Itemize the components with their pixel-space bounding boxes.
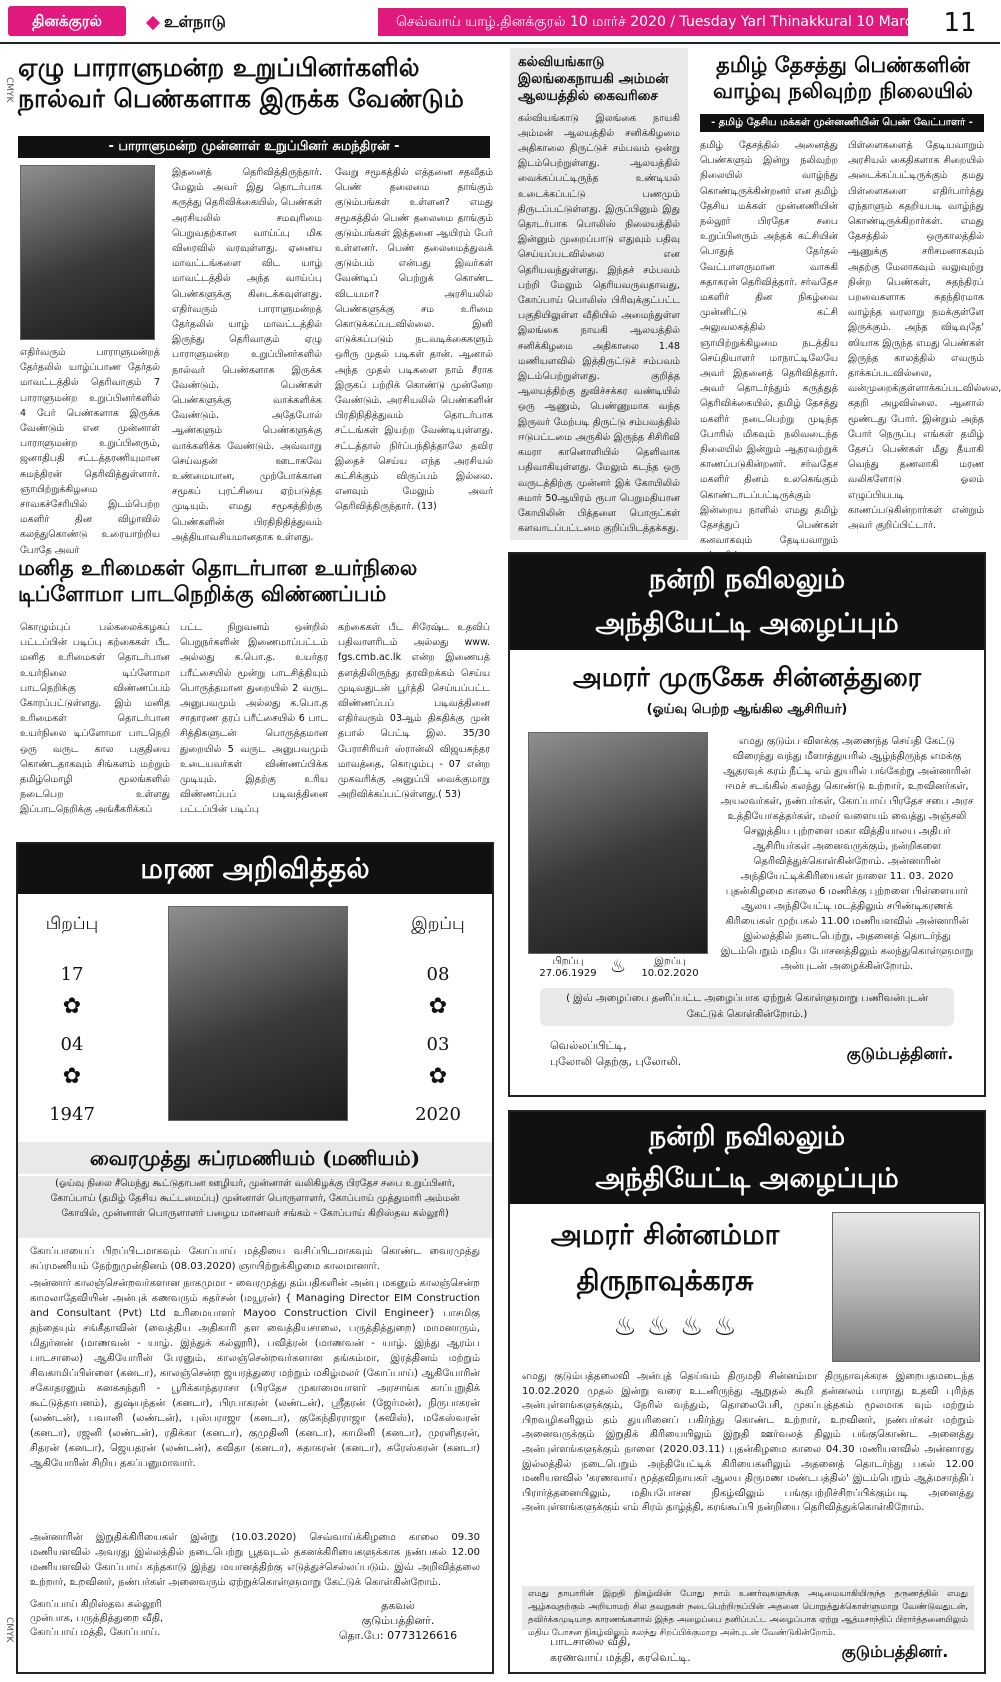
article3-headline-line1: தமிழ் தேசத்து பெண்களின்: [716, 52, 970, 77]
death-notice-heading: மரண அறிவித்தல்: [18, 844, 492, 894]
address-line3: கோப்பாய் மத்தி, கோப்பாய்.: [30, 1627, 161, 1638]
thanks2-heading: [510, 1112, 984, 1204]
article2-headline-line2: இலங்கைநாயகி அம்மன்: [518, 70, 669, 87]
birth-day: 17: [60, 964, 84, 985]
thanks2-body: எமது குடும்பத்தலைவி அன்புத் தெய்வம் திருமதி சின்னம்மா திருநாவுக்கரசு இறைபதமடைந்த 10.02.2020 முதல் இன்று வரை உடனிருந்து ஆறுதல் கூறி தன்னலம் பாராது உதவி புரிந்த அன்புள்ளங்களுக்கும், நேரில் வந்தும், தொலைபேசி, முகப்புத்தகம் மூலமாக வும் மற்றும் பிறவழிகளிலும் தம் துயரினைப் பகிர்ந்து கொண்ட உற்றார், உறவினர், நண்பர்கள் மற்றும் அனைவருக்கும் இறுதிக் கிரியையிலும் இறுதி ஊர்வலத் திலும் பங்குகொண்ட அனைத்து அன்புள்ளங்களுக்கும் நாளை (2020.03.11) புதன்கிழமை காலை 04.30 மணியளவில் அன்னாரது இல்லத்தில் நடைபெறும் அந்தியேட்டிக் கிரியைகளிலும் அதனைத் தொடர்ந்து பகல் 12.00 மணியளவில் 'கரணவாய் மூத்தவிநாயகர் ஆலய திருமண மண்டபத்தில்' இடம்பெறும் ஆத்மசாந்திப் பிரார்த்தனையிலும், மதியபோசன நிகழ்விலும் பங்குபற்றிச்சிறப்பிக்கும்படி அனைத்து அன்புள்ளங்களுக்கும் எம் சிரம் தாழ்த்தி, கரங்கூப்பி நன்றியை தெரிவித்துக்கொள்கிறோம்.: [522, 1371, 974, 1514]
address-line2: முன்பாக, பருத்தித்துறை வீதி,: [30, 1613, 164, 1624]
article2-headline-line1: கல்வியங்காடு: [518, 54, 605, 70]
death-year: 2020: [415, 1104, 461, 1125]
thanks1-photo: [528, 732, 708, 954]
thanks1-note: ( இவ் அழைப்பை தனிப்பட்ட அழைப்பாக ஏற்றுக் கொள்ளுமாறு பணிவன்புடன் கேட்டுக் கொள்கின்றோம்.): [540, 988, 954, 1026]
oil-lamps-decoration: ♨♨♨♨: [613, 1312, 747, 1342]
article1-col1: எதிர்வரும் பாராளுமன்றத் தேர்தலில் யாழ்ப்பாண தேர்தல் மாவட்டத்தில் தெரிவாகும் 7 பாராளுமன்ற உறுப்பினர்களில் 4 பேர் பெண்களாக இருக்க வேண்டும் என முன்னாள் பாராளுமன்ற உறுப்பினரும், ஜனாதிபதி சட்டத்தரணியுமான சுமந்திரன் தெரிவித்துள்ளார். ஞாயிற்றுக்கிழமை சாவகச்சேரியில் இடம்பெற்ற மகளிர் தின விழாவில் கலந்துகொண்டு உரையாற்றிய போதே அவர்: [20, 347, 160, 556]
section-label: உள்நாடு: [148, 8, 226, 36]
article3-col2: பிள்ளைகளைத் தேடியவாறும் அரசியல் கைதிகளாக சிறையில் அடைக்கப்பட்டிருக்கும் தமது பிள்ளைகளை எதிர்பார்த்து ஏந்தாளும் கதறியபடி வாழ்ந்து கொண்டிருக்கிறார்கள். எமது தேசத்தில் ஒருகாலத்தில் ஆணுக்கு சரிசமனாகவும் அதற்கு மேலாகவும் வலுவுற்று நின்ற பெண்கள், சுதந்திரப் பறவைகளாக சுதந்திரமாக வாழ்ந்த வரலாறு நமக்குள்ளே இருக்கும். அந்த விடிவுதே' ஸியாக இருந்த எமது பெண்கள் இருந்த காலத்தில் எவரும் தாக்கப்படவில்லை, வன்முறைக்குள்ளாக்கப்படவில்லை, கதறி அழவில்லை. ஆனால் மூண்டது போர். இன்றும் அந்த போர் நெருப்பு எங்கள் தமிழ் தேசப் பெண்கள் மீது தீயாகி வெந்து தணலாகி மரண வலிகளோடு ஓலம் எழுப்பியபடி காணப்படுகின்றார்கள் என்றும் அவர் குறிப்பிட்டார்.: [848, 140, 1001, 532]
page-header: [0, 0, 1000, 44]
flower-icon: ✿: [428, 1064, 448, 1089]
thanks1-birth-label: பிறப்பு: [552, 956, 584, 967]
thanks1-birth-date: 27.06.1929: [539, 968, 597, 979]
flower-icon: ✿: [62, 994, 82, 1019]
thanks2-photo: [832, 1212, 980, 1362]
flower-icon: ✿: [428, 994, 448, 1019]
edition-date: செவ்வாய் யாழ்.தினக்குரல் 10 மார்ச் 2020 / Tuesday Yarl Thinakkural 10 March 2020: [378, 8, 908, 36]
thanks1-death-date: 10.02.2020: [641, 968, 699, 979]
article4-headline-line1: மனித உரிமைகள் தொடர்பான உயர்நிலை: [18, 555, 418, 580]
article3-col1: தமிழ் தேசத்தில் அனைத்து பெண்களும் இன்று நலிவுற்ற நிலையில் வாழ்ந்து கொண்டிருக்கின்றனர் என தமிழ் தேசிய மக்கள் முன்னணியின் நல்லூர் பிரதேச சபை உறுப்பினரும் அந்தக் கட்சியின் பொதுத் தேர்தல் வேட்பாளருமான வாசுகி சுதாகரன் தெரிவித்தார். சர்வதேச மகளிர் தின நிகழ்வை முன்னிட்டு கட்சி அலுவலகத்தில் ஞாயிற்றுக்கிழமை நடத்திய செய்தியாளர் மாநாட்டிலேயே அவர் இதனைத் தெரிவித்தார். அவர் தொடர்ந்தும் கருத்துத் தெரிவிக்கையில், தமிழ் தேசத்து மகளிர் நடைபெற்று முடிந்த போரில் மிகவும் நலிவடைந்த நிலையில் இன்றும் ஆதரவற்றுக் காணப்படுகின்றனர். சர்வதேச மகளிர் தினம் உலகெங்கும் கொண்டாடப்பட்டிருக்கும் இன்றைய நாளில் எமது தமிழ் தேசத்துப் பெண்கள் கனவாகவும் தேடியவாறும்: [700, 140, 838, 547]
thanks1-family: குடும்பத்தினர்.: [846, 1044, 954, 1063]
thanks2-note: எமது தாயாரின் இறுதி நிகழ்வின் போது நாம் உணர்வுகளுக்கு அடிமையாகியிருந்த தருணத்தில் எமது ஆழ்கவுதற்கும் அறியாமற் சில தவறுகள் நடைபெற்றிருப்பின் அதனை பொறுத்துக்கொள்ளுமாறு வேண்டுவதுடன், தவிர்க்கமுடியாத காரணங்களால் இந்த அழைப்பை தனிப்பட்ட அழைப்பாக ஏற்று ஆத்மசாந்திப் பிரார்த்தனையிலும் மதிய போசன நிகழ்விலும் கலந்து சிறப்பிக்குமாறு அன்புடன் வேண்டுகின்றோம்.: [522, 1586, 974, 1630]
thanks1-birth: [528, 956, 608, 979]
birth-month: 04: [60, 1034, 84, 1055]
notice-intro: கோப்பாயைப் பிறப்பிடமாகவும் கோப்பாய் மத்தியை வசிப்பிடமாகவும் கொண்ட வைரமுத்து சுப்ரமணியம் நேற்றுமுன்தினம் (08.03.2020) ஞாயிற்றுக்கிழமை காலமானார்.: [30, 1246, 480, 1272]
notice-address: [30, 1598, 230, 1640]
article3-headline: [698, 52, 988, 105]
thanks1-address-line2: புலோலி தெற்கு, புலோலி.: [550, 1055, 682, 1068]
thanks-notice-2: [508, 1110, 986, 1674]
death-day: 08: [426, 964, 450, 985]
article1-col2: இதனைத் தெரிவித்திருந்தார். மேலும் அவர் இது தொடர்பாக கருத்து தெரிவிக்கையில், பெண்கள் அரசியலில் சமவுரிமை பெறுவதற்கான வாய்ப்பு மிக விரைவில் வரவுள்ளது. ஏனைய மாவட்டங்களை விட யாழ் மாவட்டத்தில் அந்த வாய்ப்பு பெண்களுக்கு கிடைக்கவுள்ளது. எதிர்வரும் பாராளுமன்றத் தேர்தலில் யாழ் மாவட்டத்தில் இருந்து தெரிவாகும் ஏழு பாராளுமன்ற உறுப்பினர்களில் நால்வர் பெண்களாக இருக்க வேண்டும். பெண்கள் பெண்களுக்கு வாக்களிக்க வேண்டும். அதேபோல் ஆண்களும் பெண்களுக்கு வாக்களிக்க வேண்டும். அவ்வாறு செய்வதன் ஊடாகவே உண்மையான, முற்போக்கான சமூகப் புரட்சியை ஏற்படுத்த முடியும். எமது சமூகத்திற்கு பெண்களின் பிரதிநிதித்துவம் அத்தியாவசியமானதாக உள்ளது.: [172, 167, 322, 543]
thanks1-address-line1: வெல்லப்பிட்டி,: [550, 1039, 627, 1052]
thanks2-family: குடும்பத்தினர்.: [841, 1642, 949, 1661]
thanks1-death-label: இறப்பு: [654, 956, 686, 967]
deceased-photo: [168, 906, 348, 1121]
article4-col2: பட்ட நிறுவனம் ஒன்றில் பெறுநர்களின் இணைமாப்பட்டம் அல்லது க.பொ.த. உயர்தர பரீட்சையில் மூன்று பாடசித்தியும் பொருத்தமான துறையில் 2 வருட அனுபவமும் அல்லது க.பொ.த சாதாரண தரப் பரீட்சையில் 6 பாட சித்திகளுடன் பொருத்தமான துறையில் 5 வருட அனுபவமும் உடையவர்கள் விண்ணப்பிக்க முடியும். இதற்கு உரிய விண்ணப்பப் படிவத்தினை பட்டப்பின் படிப்பு: [180, 622, 328, 816]
article3-byline: - தமிழ் தேசிய மக்கள் முன்னணியின் பெண் வேட்பாளர் -: [700, 114, 984, 132]
thanks2-heading-line2: அந்தியேட்டி அழைப்பும்: [595, 1163, 899, 1194]
address-line1: கோப்பாய் கிறிஸ்தவ கல்லூரி: [30, 1599, 162, 1610]
thanks2-heading-line1: நன்றி நவிலலும்: [648, 1121, 846, 1152]
thanks2-address: [550, 1634, 770, 1666]
thanks1-heading-line2: அந்தியேட்டி அழைப்பும்: [595, 608, 899, 639]
cmyk-mark: CMYK: [4, 77, 14, 103]
notice-relatives: அன்னார் காலஞ்சென்றவர்களான நாகமுமா - வைரமுத்து தம்பதிகளின் அன்பு மகனும் காலஞ்சென்ற காமலாதேவியின் அன்புக் கணவரும் சுதர்சன் (மயூரன்) { Managing Director EIM Construction and Consultant (Pvt) Ltd உரிமையாளர் Mayoo Construction Civil Engineer} பாசமிகு தந்தையும் சங்கீதாவின் (வைத்திய அதிகாரி தள வைத்தியசாலை, பருத்தித்துறை) மாமனாரும், மிதுர்னன் (மாணவன் - யாழ். இந்துக் கல்லூரி), பவித்ரன் (மாணவன் - யாழ். இந்து ஆரம்ப பாடசாலை) ஆகியோரின் பேரனும், காலஞ்சென்றவர்களான தங்கம்மா, இரத்தினம் மற்றும் சிவகாமிப்பிள்ளை (கனடா), காலஞ்சென்ற ஜயரத்துரை மற்றும் மகிழ்மலர் (கோப்பாய்) ஆகியோரின் சகோதரனும் கனகசுந்தரி - பூரிக்காந்தராசா (பிரதேச முகாமையாளர் அரசாங்க காப்புறுதிக் கூட்டுத்தாபனம்), துஷ்யந்தன் (கனடா), பிரபாகரன் (லண்டன்), ஸ்ரீதரன் (ஜேர்மன்), நிருபாகரன் (லண்டன்), பவானி (லண்டன்), புஸ்பராஜா (கனடா), குகேந்திரராஜா (சுவிஸ்), மகேஸ்வரன் (கனடா), ரஜனி (லண்டன்), ரதிக்கா (கனடா), குமுதினி (கனடா), காமினி (கனடா), முரளிதரன், சிதரன் (கனடா), ஜெயதரன் (லண்டன்), கவிதா (கனடா), சுதாகரன் (கனடா), சுரேஸ்கரன் (கனடா) ஆகியோரின் சிறிய தகப்பனுமாவார்.: [30, 1278, 480, 1469]
article1-col3: வேறு சமூகத்தில் எத்தனை சதவீதம் பெண் தலைமை தாங்கும் குடும்பங்கள் உள்ளன? எமது சமூகத்தில் பெண் தலைமை தாங்கும் குடும்பங்கள் இத்தனை ஆயிரம் பேர் உள்ளனர். பெண் தலைமைத்துவக் குடும்பம் என்பது இவர்கள் வேண்டிப் பெற்றுக் கொண்ட விடயமா? அரசியலில் பெண்களுக்கு சம உரிமை கொடுக்கப்படவில்லை. இனி எடுக்கப்படும் நடவடிக்கைகளும் ஒரிரு முதல் படிகள் தான். ஆனால் அந்த முதல் படிகளை நாம் சீராக இருகப் பற்றிக் கொண்டு முன்னேற வேண்டும். அரசியலில் பெண்களின் பிரதிநிதித்துவம் தொடர்பாக சட்டங்கள் இயற்ற வேண்டியுள்ளது. சட்டத்தால் நிர்ப்பந்தித்தாலே தவிர இதைச் செய்ய எந்த அரசியல் கட்சிக்கும் விருப்பம் இல்லை. எனவும் மேலும் அவர் தெரிவித்திருந்தார். (13): [335, 167, 493, 513]
deceased-name: வைரமுத்து சுப்ரமணியம் (மணியம்): [18, 1142, 492, 1174]
thanks2-name-line2: திருநாவுக்கரசு: [576, 1264, 754, 1297]
cmyk-mark-bottom: CMYK: [4, 1617, 14, 1643]
thanks2-address-line2: கரணவாய் மத்தி, கரவெட்டி.: [550, 1651, 691, 1664]
thanks1-heading: [510, 554, 984, 650]
newspaper-logo: தினக்குரல்: [8, 6, 126, 36]
article2-headline: [518, 54, 680, 105]
article3-headline-line2: வாழ்வு நலிவுற்ற நிலையில்: [713, 78, 973, 104]
page-number: 11: [943, 8, 977, 38]
deceased-description: (ஓய்வு நிலை சீமெந்து கூட்டுதாபன ஊழியர், முன்னாள் வலிகிழக்கு பிரதேச சபை உறுப்பினர், கோப்பாய் (தமிழ் தேசிய கூட்டமைப்பு) முன்னாள் பொருளாளர், கோப்பாய் முத்துமாரி அம்மன் கோயில், முன்னாள் பொருளாளர் பழைய மாணவர் சங்கம் - கோப்பாய் கிறிஸ்தவ கல்லூரி): [18, 1176, 492, 1238]
article1-headline-line1: ஏழு பாராளுமன்ற உறுப்பினர்களில்: [18, 53, 420, 82]
thanks1-heading-line1: நன்றி நவிலலும்: [648, 564, 846, 595]
article1-headline: [18, 52, 508, 115]
birth-year: 1947: [49, 1104, 95, 1125]
info-phone: தொ.பே: 0773126616: [338, 1629, 458, 1642]
article4-headline-line2: டிப்ளோமா பாடநெறிக்கு விண்ணப்பம்: [18, 581, 387, 607]
article1-headline-line2: நால்வர் பெண்களாக இருக்க வேண்டும்: [18, 84, 464, 114]
thanks1-address: [550, 1038, 770, 1070]
thanks2-name-line1: அமரர் சின்னம்மா: [550, 1218, 780, 1251]
article4-col3: கற்கைகள் பீட சிரேஷ்ட உதவிப் பதிவாளரிடம் அல்லது www. fgs.cmb.ac.lk என்ற இணையத் தளத்திலிருந்து தரவிறக்கம் செய்ய முடிவதுடன் பூர்த்தி செய்யப்பட்ட விண்ணப்பப் படிவத்தினை எதிர்வரும் 03ஆம் திகதிக்கு முன் தபால் பெட்டி இல. 35/30 பேராசிரியர் ஸ்ரான்லி விஜயசுந்தர மாவத்தை, கொழும்பு - 07 என்ற முகவரிக்கு அனுப்பி வைக்குமாறு அறிவிக்கப்பட்டுள்ளது.( 53): [338, 622, 490, 801]
notice-funeral: அன்னாரின் இறுதிக்கிரியைகள் இன்று (10.03.2020) செவ்வாய்க்கிழமை காலை 09.30 மணியளவில் அவரது இல்லத்தில் நடைபெற்று பூதவுடல் தகனக்கிரியைகளுக்காக நண்பகல் 12.00 மணியளவில் கோப்பாய் கந்தகாடு இந்து மயானத்திற்கு எடுத்துச்செல்லப்படும். இவ் அறிவித்தலை உற்றார், உறவினர், நண்பர்கள் அனைவரும் ஏற்றுக்கொள்ளுமாறு கேட்டுக் கொள்கின்றோம்.: [30, 1532, 480, 1588]
birth-label: பிறப்பு: [45, 914, 99, 934]
notice-contact: [318, 1598, 478, 1643]
flower-icon: ✿: [62, 1064, 82, 1089]
article2-headline-line3: ஆலயத்தில் கைவரிசை: [518, 87, 658, 104]
article4-col1: கொழும்புப் பல்கலைக்கழகப் பட்டப்பின் படிப்பு கற்கைகள் பீட மனித உரிமைகள் தொடர்பான உயர்நிலை டிப்ளோமா பாடநெறிக்கு விண்ணப்பம் கோரப்பட்டுள்ளது. இம் மனித உரிமைகள் தொடர்பான உயர்நிலை டிப்ளோமா பாடநெறி ஒரு வருட கால பகுதியை கொண்டதாகவும் சிங்களம் மற்றும் தமிழ்மொழி மூலங்களில் நடைபெற உள்ளது இப்பாடநெறிக்கு அங்கீகரிக்கப்: [20, 622, 170, 816]
article2-body: கல்வியங்காடு இலங்கை நாயகி அம்மன் ஆலயத்தில் சனிக்கிழமை அதிகாலை திருட்டுச் சம்பவம் ஒன்று இடம்பெற்றுள்ளது. ஆலயத்தில் வைக்கப்பட்டிருந்த உண்டியல் உடைக்கப்பட்டு பணமும் திருடப்பட்டுள்ளது. இருப்பினும் இது தொடர்பாக பொலிஸ் நிலையத்தில் இன்னும் முறைப்பாடு எதுவும் பதிவு செய்யப்படவில்லை என தெரியவந்துள்ளது. இந்தச் சம்பவம் பற்றி மேலும் தெரியவருவதாவது, கோப்பாய் பொலிஸ் பிரிவுக்குட்பட்ட பகுதியிலுள்ள வீதியில் அமைந்துள்ள இலங்கை நாயகி ஆலயத்தில் சனிக்கிழமை அதிகாலை 1.48 மணியளவில் இத்திருட்டுச் சம்பவம் இடம்பெற்றுள்ளது. குறித்த ஆலயத்திற்கு துவிச்சக்கர வண்டியில் ஒரு ஆணும், பெண்ணுமாக வந்த இருவர் மேற்படி திருட்டு சம்பவத்தில் ஈடுபட்டமை அருகில் இருந்த சிசிரிவி கமரா கானொளியில் தெளிவாக பதிவாகியுள்ளது. மேலும் கடந்த ஒரு வருடத்திற்கு முன்னர் இக் கோயிலில் சுமார் 50ஆயிரம் ரூபா பெறுமதியான கோயிலின் பித்தளை பொருட்கள் களவாடப்பட்டமை குறிப்பிடத்தக்கது.: [518, 112, 680, 535]
thanks1-body: எமது குடும்ப விளக்கு அணைந்த செய்தி கேட்டு விரைந்து வந்து மீளாத்துயரில் ஆழ்ந்திருந்த எமக்கு ஆதரவுக் கரம் நீட்டி எம் துயரில் பங்கேற்று அன்னாரின் ஈமச் சடங்கில் கலந்து கொண்டு உற்றார், உறவினர்கள், அயலவர்கள், நண்பர்கள், கோப்பாய் பிரதேச சபை அரச உத்தியோகத்தர்கள், மலர் வளையம் வைத்து அஞ்சலி செலுத்திய புற்றளை மகா வித்தியாலய அதிபர் ஆசிரியர்கள் அனைவருக்கும், நன்றிகளை தெரிவித்துக்கொள்கின்றோம். அன்னாரின் அந்தியேட்டிக்கிரியைகள் நாளை 11. 03. 2020 புதன்கிழமை காலை 6 மணிக்கு புற்றளை பிள்ளையார் ஆலய அந்தியேட்டி மடத்திலும் சபிண்டிகரணக் கிரியைகள் முற்பகல் 11.00 மணியளவில் அன்னாரின் இல்லத்தில் நடைபெற்று, அதனைத் தொடர்ந்து இடம்பெறும் மதிய போசனத்திலும் கலந்துகொள்ளுமாறு அன்புடன் அழைக்கின்றோம்.: [720, 736, 974, 972]
death-month: 03: [426, 1034, 450, 1055]
death-notice-box: [16, 842, 494, 1674]
thanks2-address-line1: பாடசாலை வீதி,: [550, 1635, 631, 1648]
death-label: இறப்பு: [411, 914, 465, 934]
oil-lamp-icon: ♨: [610, 956, 627, 977]
article2-box: [510, 48, 688, 540]
thanks1-role: (ஓய்வு பெற்ற ஆங்கில ஆசிரியர்): [646, 702, 848, 717]
article1-photo: [20, 165, 155, 340]
info-label: தகவல்: [381, 1599, 415, 1612]
thanks-notice-1: [508, 552, 986, 1097]
thanks2-name: [510, 1212, 820, 1304]
info-family: குடும்பத்தினர்.: [361, 1614, 435, 1627]
thanks1-name: அமரர் முருகேசு சின்னத்துரை: [572, 663, 922, 693]
article4-headline: [18, 555, 488, 608]
thanks1-death: [630, 956, 710, 979]
article1-byline: - பாராளுமன்ற முன்னாள் உறுப்பினர் சுமந்திரன் -: [18, 136, 490, 158]
